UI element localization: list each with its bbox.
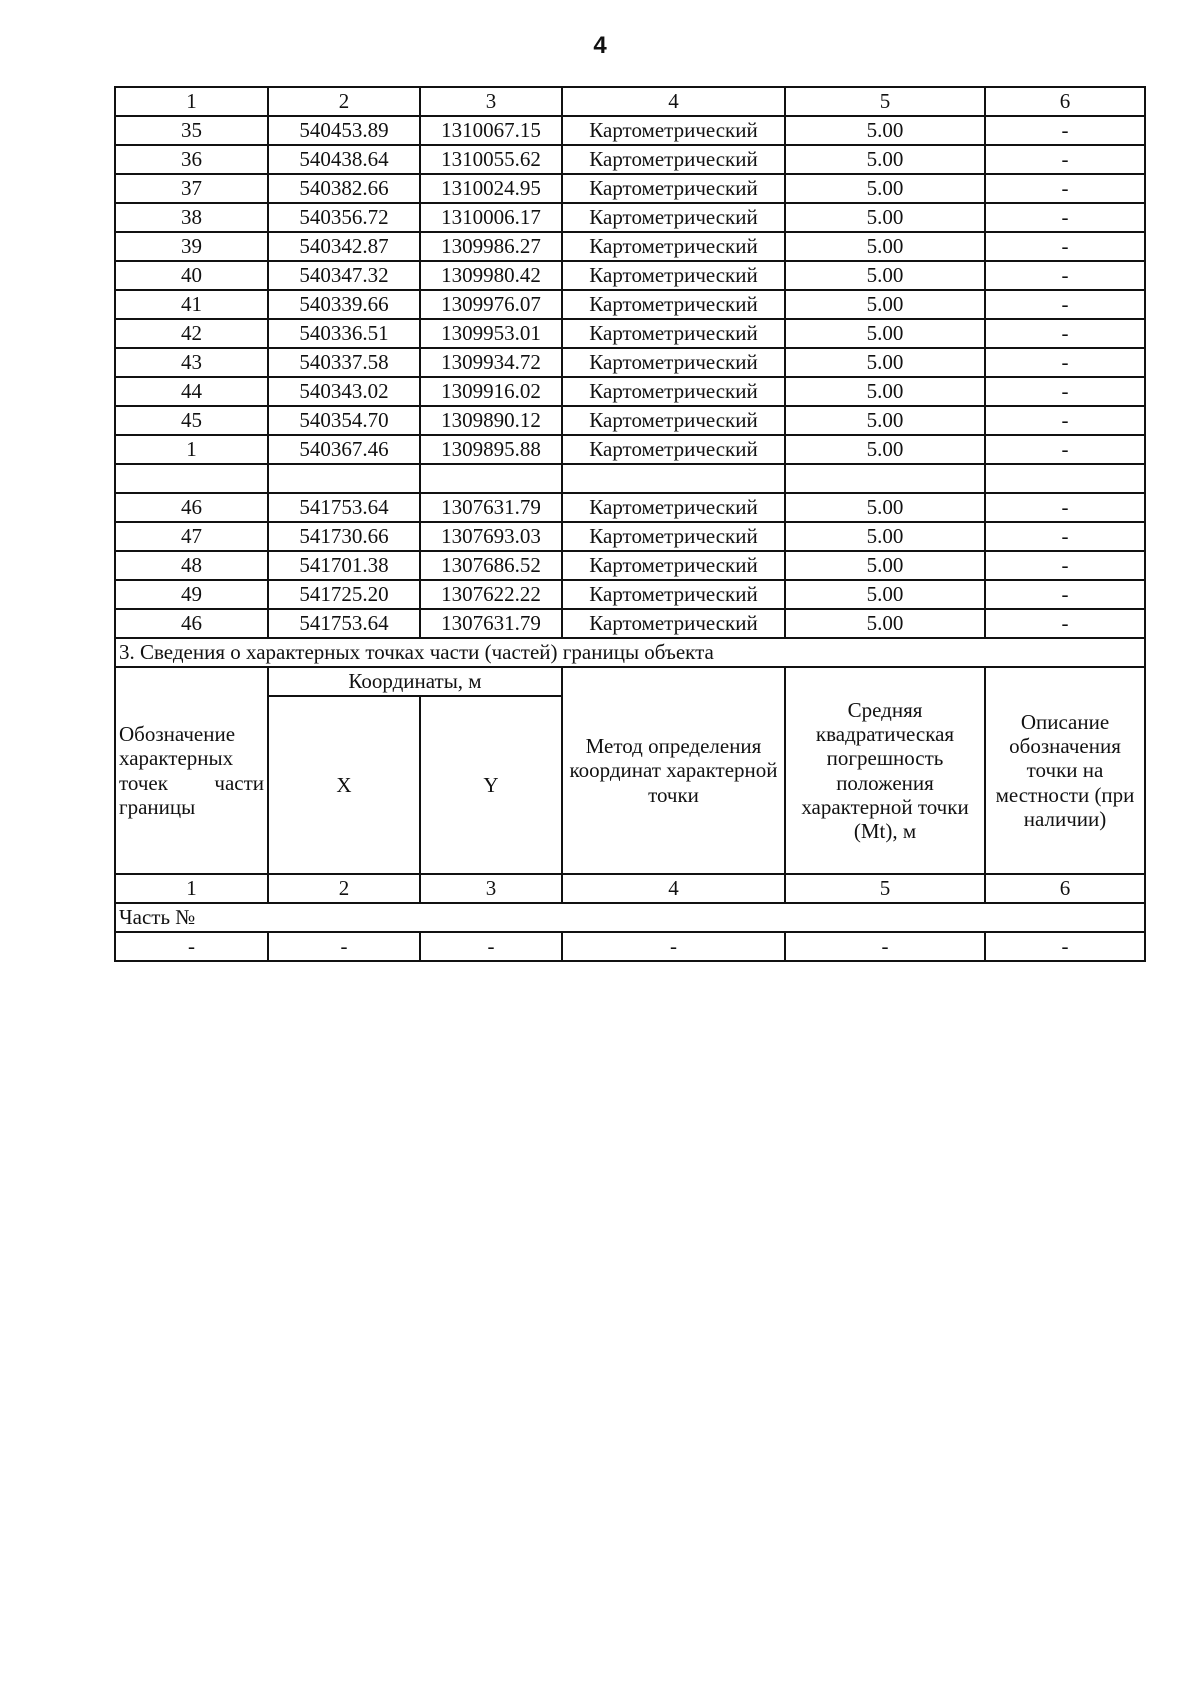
section-3-header-row xyxy=(115,667,1145,696)
y-coordinate-cell: 1309890.12 xyxy=(420,406,562,435)
point-number-cell: 36 xyxy=(115,145,268,174)
x-coordinate-cell: 541701.38 xyxy=(268,551,420,580)
y-coordinate-cell: 1310055.62 xyxy=(420,145,562,174)
method-cell: Картометрический xyxy=(562,493,785,522)
method-cell: Картометрический xyxy=(562,203,785,232)
mean-error-cell: 5.00 xyxy=(785,232,985,261)
x-coordinate-cell: 540354.70 xyxy=(268,406,420,435)
method-cell: Картометрический xyxy=(562,435,785,464)
point-number-cell: 49 xyxy=(115,580,268,609)
method-cell: Картометрический xyxy=(562,261,785,290)
y-coordinate-cell: 1309916.02 xyxy=(420,377,562,406)
description-cell: - xyxy=(985,290,1145,319)
table-row xyxy=(115,348,1145,377)
method-cell: Картометрический xyxy=(562,319,785,348)
part-label: Часть № xyxy=(115,903,1145,932)
section-title-row xyxy=(115,638,1145,667)
blank-separator-row xyxy=(115,464,1145,493)
mean-error-cell: 5.00 xyxy=(785,145,985,174)
y-coordinate-cell: 1310006.17 xyxy=(420,203,562,232)
description-cell: - xyxy=(985,116,1145,145)
mean-error-cell: 5.00 xyxy=(785,493,985,522)
point-number-cell: 44 xyxy=(115,377,268,406)
table-row xyxy=(115,551,1145,580)
description-cell: - xyxy=(985,348,1145,377)
description-cell: - xyxy=(985,319,1145,348)
section-3-title: 3. Сведения о характерных точках части (частей) границы объекта xyxy=(115,638,1145,667)
y-coordinate-cell: 1307693.03 xyxy=(420,522,562,551)
mean-error-cell: 5.00 xyxy=(785,290,985,319)
column-number: 5 xyxy=(785,874,985,903)
x-coordinate-cell: 540343.02 xyxy=(268,377,420,406)
description-cell: - xyxy=(985,232,1145,261)
table-row xyxy=(115,522,1145,551)
description-cell: - xyxy=(985,522,1145,551)
point-number-cell: 1 xyxy=(115,435,268,464)
x-coordinate-cell: 540342.87 xyxy=(268,232,420,261)
column-number: 4 xyxy=(562,87,785,116)
point-number-cell: 42 xyxy=(115,319,268,348)
point-number-cell: 38 xyxy=(115,203,268,232)
table-row xyxy=(115,174,1145,203)
table-row xyxy=(115,319,1145,348)
mean-error-cell: 5.00 xyxy=(785,551,985,580)
empty-part-row xyxy=(115,932,1145,961)
empty-cell: - xyxy=(268,932,420,961)
y-coordinate-cell: 1307622.22 xyxy=(420,580,562,609)
mean-error-cell: 5.00 xyxy=(785,319,985,348)
x-coordinate-cell: 540356.72 xyxy=(268,203,420,232)
column-number: 1 xyxy=(115,874,268,903)
x-coordinate-cell: 541730.66 xyxy=(268,522,420,551)
mean-error-cell: 5.00 xyxy=(785,522,985,551)
method-cell: Картометрический xyxy=(562,377,785,406)
column-number: 3 xyxy=(420,874,562,903)
point-number-cell: 47 xyxy=(115,522,268,551)
description-cell: - xyxy=(985,174,1145,203)
mean-error-cell: 5.00 xyxy=(785,203,985,232)
x-coordinate-cell: 541725.20 xyxy=(268,580,420,609)
method-cell: Картометрический xyxy=(562,551,785,580)
point-number-cell: 41 xyxy=(115,290,268,319)
point-number-cell: 48 xyxy=(115,551,268,580)
table-row xyxy=(115,580,1145,609)
header-description: Описание обозначения точки на местности (при наличии) xyxy=(985,667,1145,874)
empty-cell: - xyxy=(985,932,1145,961)
point-number-cell: 37 xyxy=(115,174,268,203)
description-cell: - xyxy=(985,203,1145,232)
column-number-row xyxy=(115,87,1145,116)
column-number: 4 xyxy=(562,874,785,903)
method-cell: Картометрический xyxy=(562,580,785,609)
method-cell: Картометрический xyxy=(562,522,785,551)
mean-error-cell: 5.00 xyxy=(785,609,985,638)
column-number: 2 xyxy=(268,87,420,116)
header-x: X xyxy=(268,696,420,874)
y-coordinate-cell: 1309986.27 xyxy=(420,232,562,261)
method-cell: Картометрический xyxy=(562,174,785,203)
empty-cell: - xyxy=(785,932,985,961)
header-method: Метод определения координат характерной точки xyxy=(562,667,785,874)
mean-error-cell: 5.00 xyxy=(785,580,985,609)
x-coordinate-cell: 540337.58 xyxy=(268,348,420,377)
point-number-cell: 43 xyxy=(115,348,268,377)
mean-error-cell: 5.00 xyxy=(785,377,985,406)
y-coordinate-cell: 1307631.79 xyxy=(420,609,562,638)
table-row xyxy=(115,290,1145,319)
y-coordinate-cell: 1309934.72 xyxy=(420,348,562,377)
y-coordinate-cell: 1307686.52 xyxy=(420,551,562,580)
x-coordinate-cell: 540367.46 xyxy=(268,435,420,464)
table-row xyxy=(115,261,1145,290)
point-number-cell: 46 xyxy=(115,493,268,522)
column-number-row xyxy=(115,874,1145,903)
table-row xyxy=(115,493,1145,522)
empty-cell: - xyxy=(115,932,268,961)
y-coordinate-cell: 1307631.79 xyxy=(420,493,562,522)
mean-error-cell: 5.00 xyxy=(785,435,985,464)
x-coordinate-cell: 540347.32 xyxy=(268,261,420,290)
table-row xyxy=(115,116,1145,145)
mean-error-cell: 5.00 xyxy=(785,116,985,145)
header-mean-error: Средняя квадратическая погрешность положения характерной точки (Mt), м xyxy=(785,667,985,874)
x-coordinate-cell: 540453.89 xyxy=(268,116,420,145)
description-cell: - xyxy=(985,377,1145,406)
description-cell: - xyxy=(985,609,1145,638)
point-number-cell: 45 xyxy=(115,406,268,435)
y-coordinate-cell: 1310024.95 xyxy=(420,174,562,203)
part-label-row xyxy=(115,903,1145,932)
table-row xyxy=(115,145,1145,174)
table-row xyxy=(115,203,1145,232)
method-cell: Картометрический xyxy=(562,348,785,377)
table-row xyxy=(115,435,1145,464)
x-coordinate-cell: 540339.66 xyxy=(268,290,420,319)
column-number: 1 xyxy=(115,87,268,116)
method-cell: Картометрический xyxy=(562,232,785,261)
column-number: 6 xyxy=(985,87,1145,116)
empty-cell: - xyxy=(562,932,785,961)
table-row xyxy=(115,609,1145,638)
point-number-cell: 46 xyxy=(115,609,268,638)
empty-cell: - xyxy=(420,932,562,961)
description-cell: - xyxy=(985,580,1145,609)
method-cell: Картометрический xyxy=(562,145,785,174)
point-number-cell: 35 xyxy=(115,116,268,145)
column-number: 5 xyxy=(785,87,985,116)
description-cell: - xyxy=(985,493,1145,522)
y-coordinate-cell: 1309976.07 xyxy=(420,290,562,319)
column-number: 2 xyxy=(268,874,420,903)
x-coordinate-cell: 540382.66 xyxy=(268,174,420,203)
header-coordinates: Координаты, м xyxy=(268,667,562,696)
x-coordinate-cell: 540438.64 xyxy=(268,145,420,174)
header-point-designation: Обозначение характерных точек части границы xyxy=(115,667,268,874)
table-row xyxy=(115,406,1145,435)
point-number-cell: 39 xyxy=(115,232,268,261)
method-cell: Картометрический xyxy=(562,406,785,435)
column-number: 3 xyxy=(420,87,562,116)
mean-error-cell: 5.00 xyxy=(785,261,985,290)
description-cell: - xyxy=(985,435,1145,464)
y-coordinate-cell: 1309953.01 xyxy=(420,319,562,348)
x-coordinate-cell: 540336.51 xyxy=(268,319,420,348)
x-coordinate-cell: 541753.64 xyxy=(268,493,420,522)
description-cell: - xyxy=(985,145,1145,174)
description-cell: - xyxy=(985,261,1145,290)
boundary-points-table xyxy=(114,86,1146,962)
header-y: Y xyxy=(420,696,562,874)
column-number: 6 xyxy=(985,874,1145,903)
mean-error-cell: 5.00 xyxy=(785,174,985,203)
mean-error-cell: 5.00 xyxy=(785,348,985,377)
y-coordinate-cell: 1309980.42 xyxy=(420,261,562,290)
method-cell: Картометрический xyxy=(562,116,785,145)
description-cell: - xyxy=(985,551,1145,580)
method-cell: Картометрический xyxy=(562,609,785,638)
y-coordinate-cell: 1309895.88 xyxy=(420,435,562,464)
table-row xyxy=(115,377,1145,406)
description-cell: - xyxy=(985,406,1145,435)
x-coordinate-cell: 541753.64 xyxy=(268,609,420,638)
table-row xyxy=(115,232,1145,261)
mean-error-cell: 5.00 xyxy=(785,406,985,435)
y-coordinate-cell: 1310067.15 xyxy=(420,116,562,145)
point-number-cell: 40 xyxy=(115,261,268,290)
method-cell: Картометрический xyxy=(562,290,785,319)
page-number: 4 xyxy=(593,32,607,59)
